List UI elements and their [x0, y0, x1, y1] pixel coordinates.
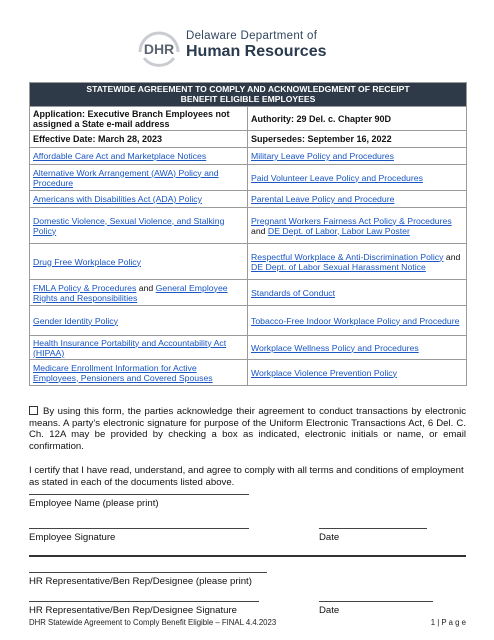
- employee-signature-label: Employee Signature: [29, 532, 116, 543]
- footer-page-number: 1 | P a g e: [430, 618, 466, 627]
- policy-link-sexual-harassment-notice[interactable]: DE Dept. of Labor Sexual Harassment Notice: [251, 261, 426, 272]
- policy-table: [29, 82, 467, 386]
- hr-signature-line[interactable]: [29, 601, 259, 602]
- org-name-line1: Delaware Department of: [186, 30, 318, 42]
- agreement-paragraph: [29, 406, 466, 452]
- hr-name-label: HR Representative/Ben Rep/Designee (please print): [29, 576, 252, 587]
- policy-link-aca[interactable]: Affordable Care Act and Marketplace Notices: [33, 151, 207, 161]
- policy-link-pregnant-workers[interactable]: Pregnant Workers Fairness Act Policy & Procedures: [251, 215, 452, 226]
- dhr-logo-icon: [134, 22, 184, 70]
- policy-link-labor-law-poster[interactable]: DE Dept. of Labor, Labor Law Poster: [267, 225, 410, 236]
- table-title-row: [30, 83, 467, 107]
- form-title: STATEWIDE AGREEMENT TO COMPLY AND ACKNOWLEDGMENT OF RECEIPT BENEFIT ELIGIBLE EMPLOYEES: [30, 83, 467, 107]
- table-row: [30, 360, 467, 386]
- hr-date-label: Date: [319, 605, 340, 616]
- policy-link-paid-volunteer-leave[interactable]: Paid Volunteer Leave Policy and Procedures: [251, 172, 423, 183]
- agreement-checkbox[interactable]: [29, 406, 38, 415]
- policy-link-ada[interactable]: Americans with Disabilities Act (ADA) Policy: [33, 194, 202, 204]
- table-row: [30, 165, 467, 191]
- policy-link-tobacco-free[interactable]: Tobacco-Free Indoor Workplace Policy and Procedure: [251, 315, 460, 326]
- application-cell: Application: Executive Branch Employees not assigned a State e-mail address: [30, 107, 248, 131]
- effective-date-cell: Effective Date: March 28, 2023: [30, 131, 248, 148]
- employee-date-label: Date: [319, 532, 340, 543]
- table-row: [30, 244, 467, 280]
- footer-document-title: DHR Statewide Agreement to Comply Benefit Eligible – FINAL 4.4.2023: [29, 618, 277, 627]
- and-text: and: [136, 282, 156, 293]
- policy-link-respectful-workplace[interactable]: Respectful Workplace & Anti-Discrimination Policy: [251, 251, 444, 262]
- hr-signature-label: HR Representative/Ben Rep/Designee Signature: [29, 605, 237, 616]
- policy-link-workplace-violence[interactable]: Workplace Violence Prevention Policy: [251, 367, 397, 378]
- table-row: [30, 280, 467, 306]
- policy-link-medicare[interactable]: Medicare Enrollment Information for Active Employees, Pensioners and Covered Spouses: [33, 362, 213, 383]
- table-row: [30, 148, 467, 165]
- logo-initials: DHR: [143, 41, 175, 57]
- hr-date-line[interactable]: [319, 601, 433, 602]
- table-row: [30, 107, 467, 131]
- table-row: [30, 191, 467, 208]
- supersedes-cell: Supersedes: September 16, 2022: [248, 131, 467, 148]
- section-divider: [29, 555, 466, 557]
- hr-name-line[interactable]: [29, 572, 267, 573]
- org-name-line2: Human Resources: [186, 43, 327, 60]
- employee-date-line[interactable]: [319, 528, 427, 529]
- and-text: and: [251, 225, 268, 236]
- policy-link-standards-of-conduct[interactable]: Standards of Conduct: [251, 287, 336, 298]
- table-row: [30, 208, 467, 244]
- policy-link-domestic-violence[interactable]: Domestic Violence, Sexual Violence, and Stalking Policy: [33, 215, 225, 236]
- policy-link-fmla[interactable]: FMLA Policy & Procedures: [33, 282, 137, 293]
- policy-link-awa[interactable]: Alternative Work Arrangement (AWA) Policy and Procedure: [33, 167, 219, 188]
- employee-signature-line[interactable]: [29, 528, 249, 529]
- table-row: [30, 336, 467, 360]
- table-row: [30, 131, 467, 148]
- policy-link-gender-identity[interactable]: Gender Identity Policy: [33, 315, 118, 326]
- certify-paragraph: I certify that I have read, understand, and agree to comply with all terms and conditions of employment as stated in each of the documents listed above.: [29, 465, 464, 488]
- policy-link-employee-rights[interactable]: General Employee Rights and Responsibilities: [33, 282, 228, 303]
- table-row: [30, 306, 467, 336]
- dhr-logo: [134, 22, 364, 70]
- employee-name-label: Employee Name (please print): [29, 498, 159, 509]
- policy-link-workplace-wellness[interactable]: Workplace Wellness Policy and Procedures: [251, 342, 419, 353]
- and-text: and: [443, 251, 461, 262]
- employee-name-line[interactable]: [29, 494, 249, 495]
- policy-link-hipaa[interactable]: Health Insurance Portability and Accountability Act (HIPAA): [33, 337, 227, 358]
- authority-cell: Authority: 29 Del. c. Chapter 90D: [248, 107, 467, 131]
- policy-link-military-leave[interactable]: Military Leave Policy and Procedures: [251, 151, 394, 161]
- agreement-text: By using this form, the parties acknowledge their agreement to conduct transactions by electronic means. A party’s electronic signature for purpose of the Uniform Electronic Transactions Act, 6 Del. C. Ch. 12A may be provided by checking a box as indicated, electronic initials or name, or email confirmation.: [29, 406, 466, 452]
- policy-link-parental-leave[interactable]: Parental Leave Policy and Procedure: [251, 194, 395, 204]
- policy-link-drug-free[interactable]: Drug Free Workplace Policy: [33, 256, 141, 267]
